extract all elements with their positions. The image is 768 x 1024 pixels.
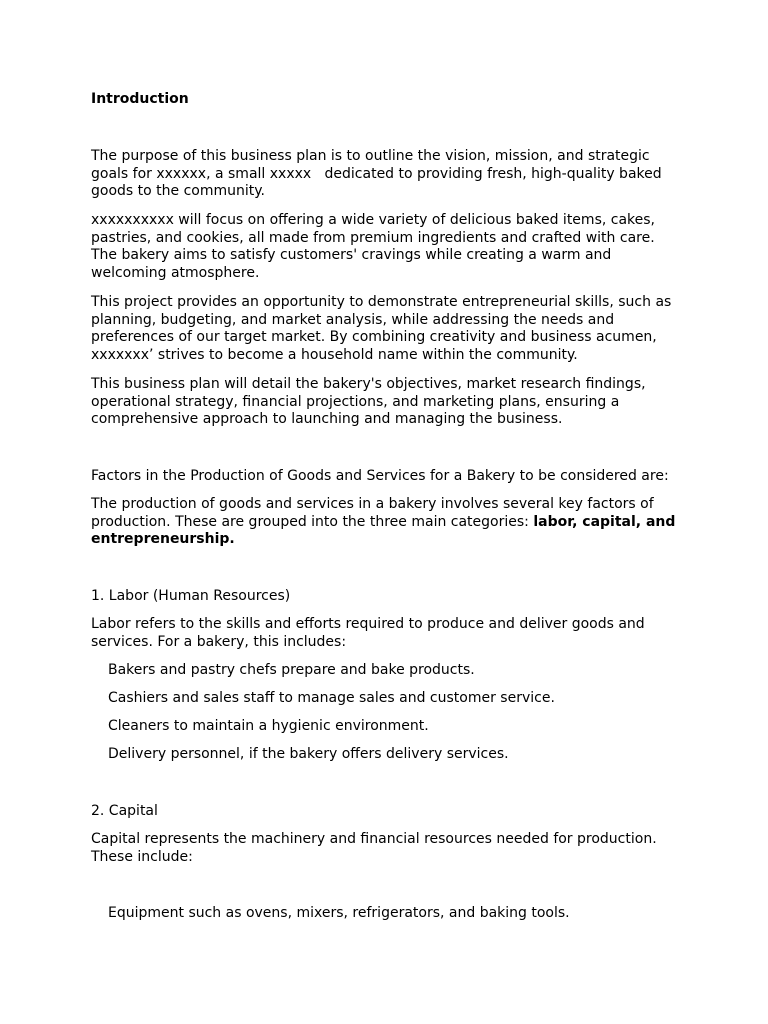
factors-paragraph-text: The production of goods and services in a bakery involves several key factors of production. These are grouped into the three main categories:: [91, 496, 654, 530]
capital-heading: 2. Capital: [91, 803, 158, 819]
capital-list-item: Equipment such as ovens, mixers, refrigerators, and baking tools.: [108, 905, 570, 921]
labor-heading: 1. Labor (Human Resources): [91, 588, 291, 604]
factors-paragraph-emphasis: labor, capital, and entrepreneurship.: [91, 513, 676, 547]
labor-description: Labor refers to the skills and efforts required to produce and deliver goods and services. For a bakery, this includes:: [91, 616, 645, 650]
labor-list-item: Cleaners to maintain a hygienic environment.: [108, 718, 429, 734]
factors-paragraph: [91, 496, 691, 549]
capital-description: Capital represents the machinery and financial resources needed for production. These include:: [91, 831, 657, 865]
labor-list-item: Delivery personnel, if the bakery offers delivery services.: [108, 746, 509, 762]
intro-paragraph-2: xxxxxxxxxx will focus on offering a wide variety of delicious baked items, cakes, pastries, and cookies, all made from premium ingredients and crafted with care. The bakery aims to satisfy customers' cravings while creating a warm and welcoming atmosphere.: [91, 212, 655, 281]
intro-paragraph-3: This project provides an opportunity to demonstrate entrepreneurial skills, such as planning, budgeting, and market analysis, while addressing the needs and preferences of our target market. By combining creativity and business acumen, xxxxxxx’ strives to become a household name within the community.: [91, 294, 672, 363]
intro-paragraph-1: The purpose of this business plan is to outline the vision, mission, and strategic goals for xxxxxx, a small xxxxx dedicated to providing fresh, high-quality baked goods to the community.: [91, 148, 662, 199]
labor-list-item: Bakers and pastry chefs prepare and bake products.: [108, 662, 475, 678]
section-heading-introduction: Introduction: [91, 91, 189, 107]
labor-list-item: Cashiers and sales staff to manage sales and customer service.: [108, 690, 555, 706]
factors-heading: Factors in the Production of Goods and Services for a Bakery to be considered are:: [91, 468, 669, 484]
intro-paragraph-4: This business plan will detail the bakery's objectives, market research findings, operational strategy, financial projections, and marketing plans, ensuring a comprehensive approach to launching and managing the business.: [91, 376, 646, 427]
